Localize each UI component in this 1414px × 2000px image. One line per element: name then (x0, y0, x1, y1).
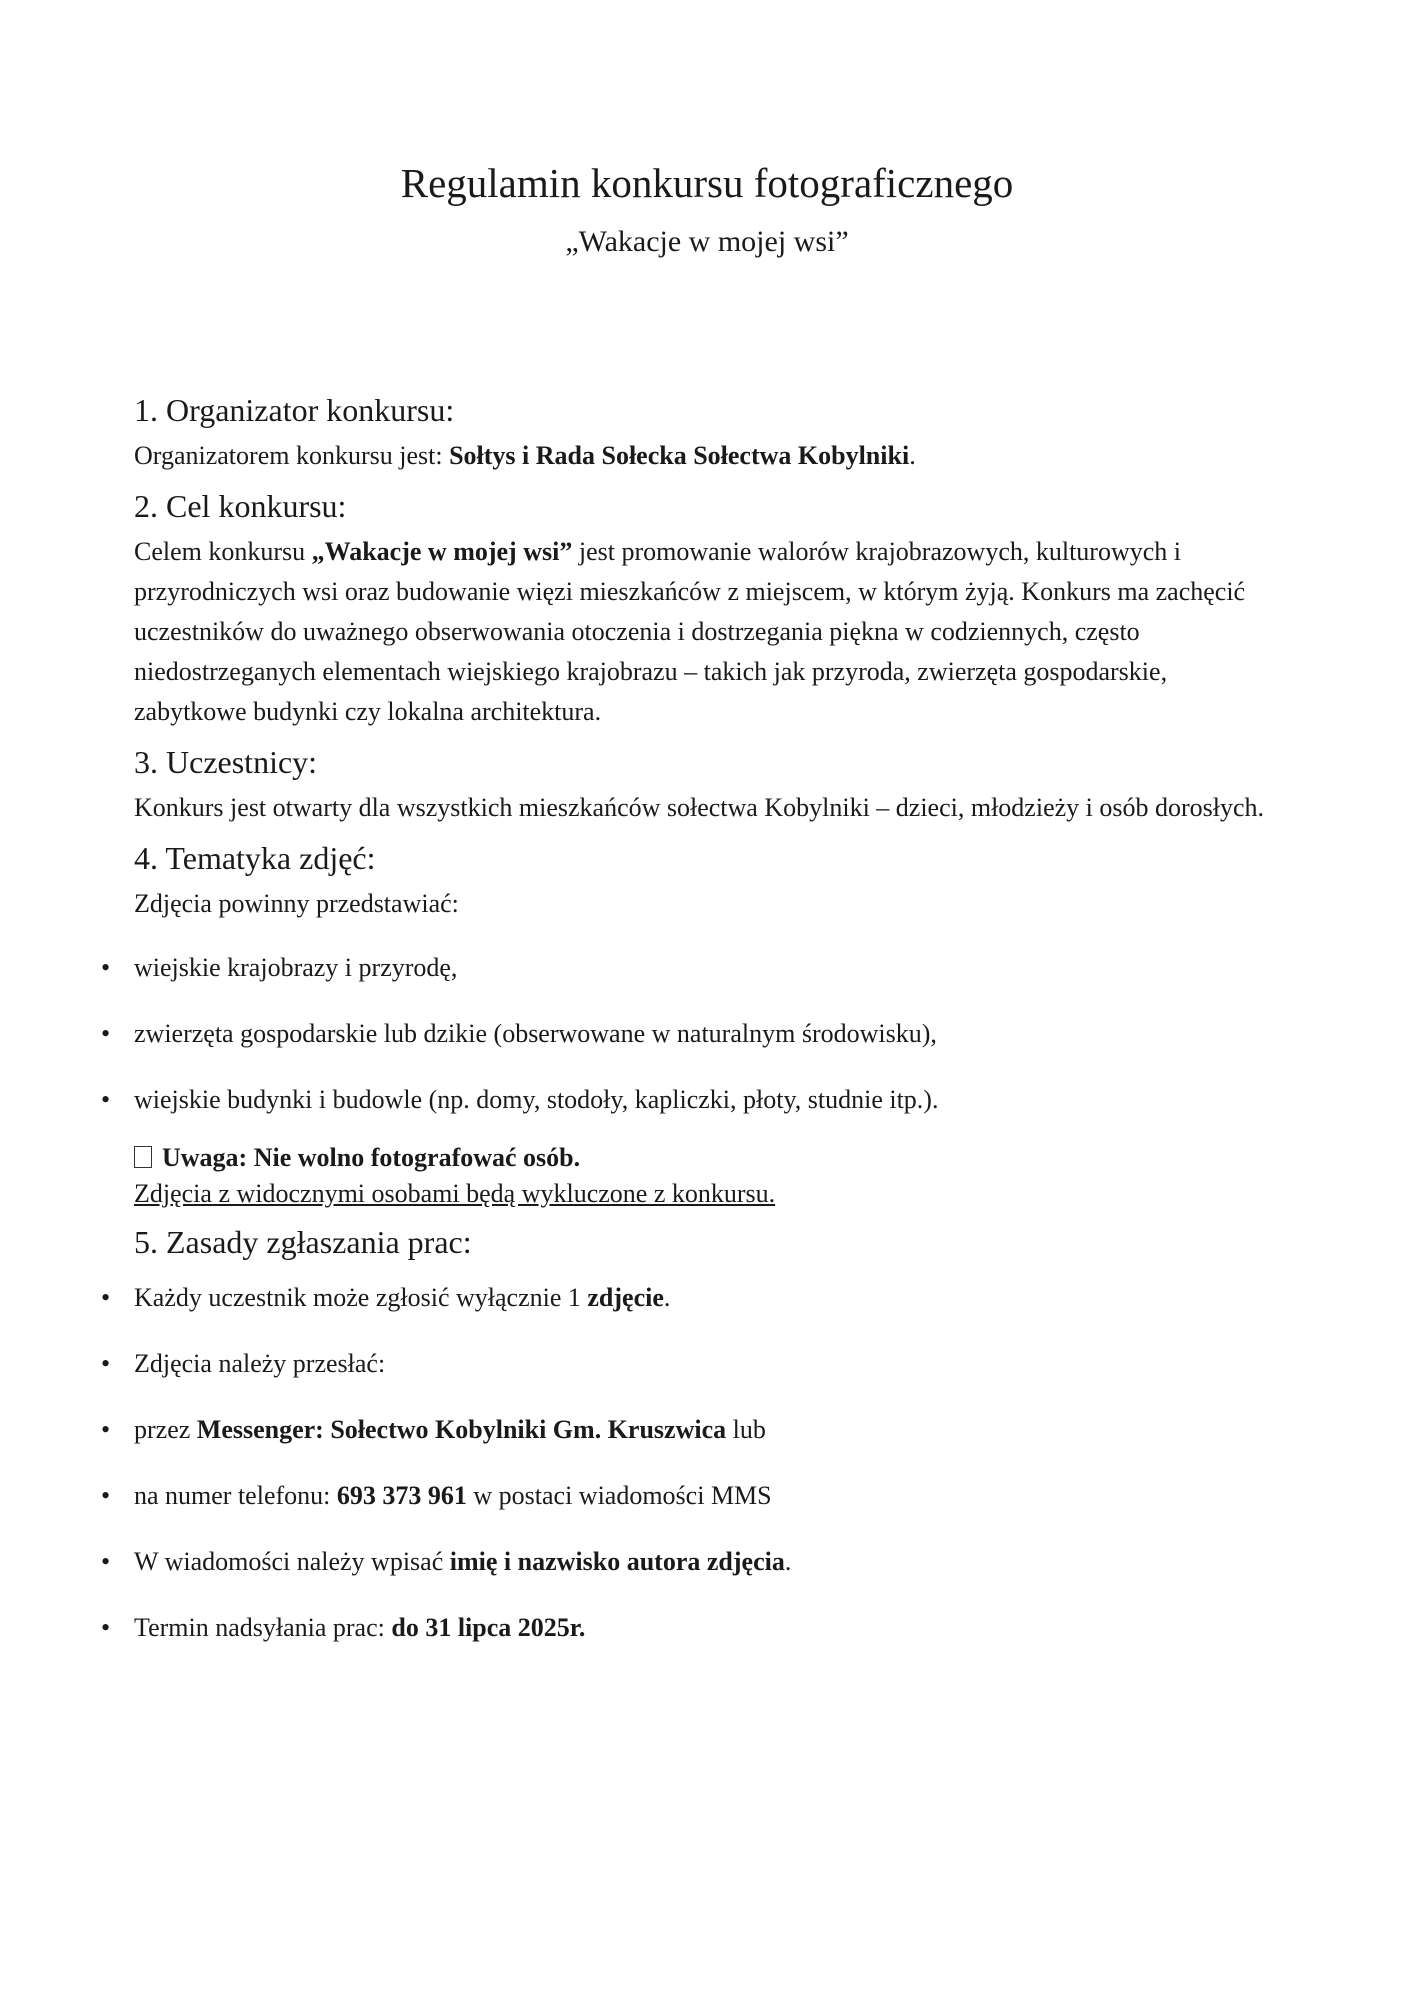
list-item (101, 1476, 1284, 1516)
list-item-text: wiejskie krajobrazy i przyrodę, (134, 953, 458, 982)
section-2-heading: 2. Cel konkursu: (134, 488, 347, 524)
document-title: Regulamin konkursu fotograficznego (400, 160, 1014, 206)
topics-list (101, 948, 1284, 1120)
bullet-icon: • (101, 1481, 111, 1510)
section-1-text (134, 436, 1284, 476)
rules-list (101, 1278, 1284, 1384)
text-run: Każdy uczestnik może zgłosić wyłącznie 1 (134, 1283, 588, 1312)
phone-number: 693 373 961 (336, 1481, 467, 1510)
bullet-icon: • (101, 1019, 111, 1048)
list-item (101, 1344, 1284, 1384)
list-item (101, 1608, 1284, 1648)
warning-box-icon (134, 1146, 152, 1168)
text-run: W wiadomości należy wpisać (134, 1547, 450, 1576)
section-3-heading: 3. Uczestnicy: (134, 744, 318, 780)
list-item (101, 1542, 1284, 1582)
bullet-icon: • (101, 1415, 111, 1444)
bullet-icon: • (101, 1085, 111, 1114)
list-item (101, 1080, 1284, 1120)
document-body (101, 390, 1284, 1648)
submission-methods-list (101, 1410, 1284, 1516)
text-run: na numer telefonu: (134, 1481, 337, 1510)
section-4-intro: Zdjęcia powinny przedstawiać: (134, 889, 459, 918)
text-run: przez (134, 1415, 197, 1444)
list-item (101, 948, 1284, 988)
text-run-bold: zdjęcie (587, 1283, 664, 1312)
text-run: . (663, 1283, 671, 1312)
section-5-heading: 5. Zasady zgłaszania prac: (134, 1224, 472, 1260)
contest-name: „Wakacje w mojej wsi” (311, 537, 573, 566)
text-run: Organizatorem konkursu jest: (134, 441, 450, 470)
list-item-text: zwierzęta gospodarskie lub dzikie (obserwowane w naturalnym środowisku), (134, 1019, 937, 1048)
text-run: Termin nadsyłania prac: (134, 1613, 392, 1642)
text-run: w postaci wiadomości MMS (466, 1481, 772, 1510)
list-item-text: Zdjęcia należy przesłać: (134, 1349, 386, 1378)
text-run-bold: imię i nazwisko autora zdjęcia (449, 1547, 785, 1576)
list-item (101, 1014, 1284, 1054)
section-3-text: Konkurs jest otwarty dla wszystkich mieszkańców sołectwa Kobylniki – dzieci, młodzieży i osób dorosłych. (134, 793, 1265, 822)
list-item-text: wiejskie budynki i budowle (np. domy, stodoły, kapliczki, płoty, studnie itp.). (134, 1085, 939, 1114)
text-run: . (784, 1547, 792, 1576)
document-subtitle: „Wakacje w mojej wsi” (565, 225, 849, 258)
messenger-contact: Messenger: Sołectwo Kobylniki Gm. Kruszwica (196, 1415, 727, 1444)
warning-text: Uwaga: Nie wolno fotografować osób. (162, 1143, 581, 1172)
section-2-text (134, 532, 1284, 732)
section-1-heading: 1. Organizator konkursu: (134, 392, 455, 428)
warning-line (134, 1140, 1284, 1176)
section-4-heading: 4. Tematyka zdjęć: (134, 840, 376, 876)
bullet-icon: • (101, 1349, 111, 1378)
organizer-name: Sołtys i Rada Sołecka Sołectwa Kobylniki (449, 441, 910, 470)
text-run: jest promowanie walorów krajobrazowych, kulturowych i przyrodniczych wsi oraz budowanie więzi mieszkańców z miejscem, w którym żyją. Konkurs ma zachęcić uczestników do uważnego obserwowania otoczenia i dostrzegania piękna w codziennych, często niedostrzeganych elementach wiejskiego krajobrazu – takich jak przyroda, zwierzęta gospodarskie, zabytkowe budynki czy lokalna architektura. (134, 537, 1246, 726)
bullet-icon: • (101, 1613, 111, 1642)
bullet-icon: • (101, 1547, 111, 1576)
rules-list-continued (101, 1542, 1284, 1648)
list-item (101, 1410, 1284, 1450)
text-run: Celem konkursu (134, 537, 312, 566)
bullet-icon: • (101, 953, 111, 982)
deadline: do 31 lipca 2025r. (391, 1613, 586, 1642)
text-run: . (909, 441, 916, 470)
warning-note: Zdjęcia z widocznymi osobami będą wykluczone z konkursu. (134, 1179, 776, 1208)
bullet-icon: • (101, 1283, 111, 1312)
list-item (101, 1278, 1284, 1318)
text-run: lub (726, 1415, 766, 1444)
